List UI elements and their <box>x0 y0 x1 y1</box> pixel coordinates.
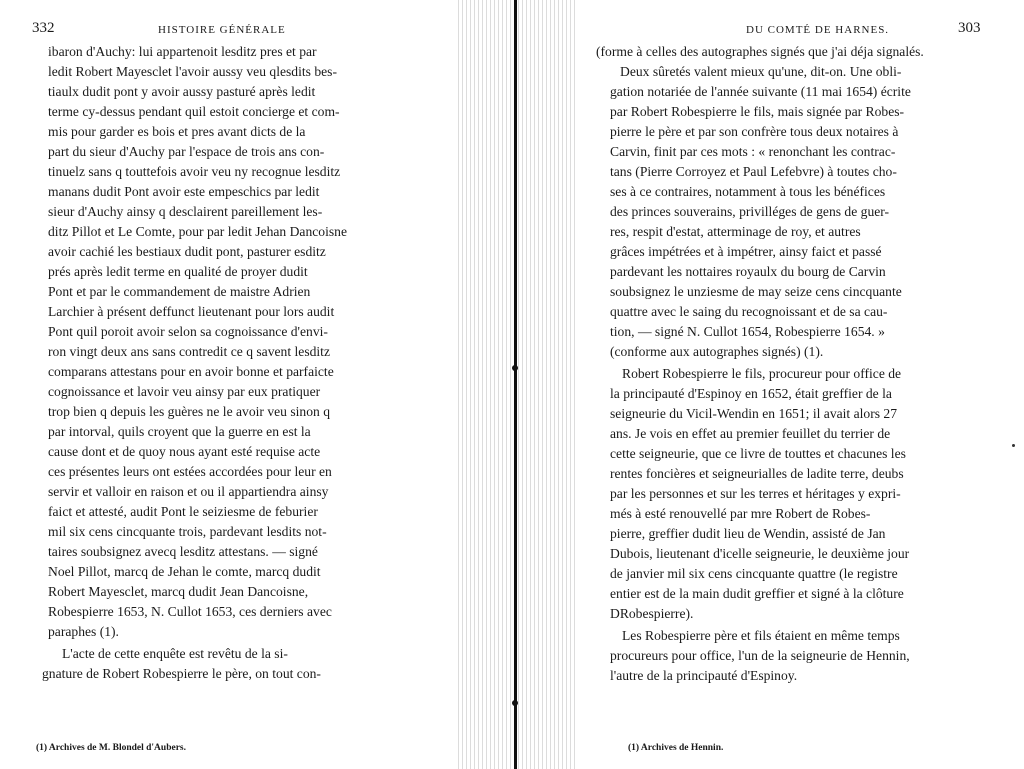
text-line: cause dont et de quoy nous ayant esté requise acte <box>48 444 321 459</box>
running-head: DU COMTÉ DE HARNES. <box>746 24 890 36</box>
text-line: tiaulx dudit pont y avoir aussy pasturé après ledit <box>48 84 316 99</box>
text-line: faict et attesté, audit Pont le seiziesme de feburier <box>48 504 318 519</box>
footnote: (1) Archives de M. Blondel d'Aubers. <box>36 743 186 753</box>
text-line: ans. Je vois en effet au premier feuillet du terrier de <box>610 426 891 441</box>
text-line: procureurs pour office, l'un de la seigneurie de Hennin, <box>610 648 910 663</box>
text-line: comparans attestans pour en avoir bonne et parfaicte <box>48 364 334 379</box>
text-line: entier est de la main dudit greffier et signé à la clôture <box>610 586 904 601</box>
text-line: servir et valloir en raison et ou il appartiendra ainsy <box>48 484 329 499</box>
text-line: DRobespierre). <box>610 606 694 621</box>
text-line: par les personnes et sur les terres et héritages y expri- <box>610 486 901 501</box>
left-page <box>0 0 470 769</box>
text-line: ledit Robert Mayesclet l'avoir aussy veu qlesdits bes- <box>48 64 337 79</box>
right-page <box>560 0 1024 769</box>
text-line: taires soubsignez avecq lesditz attestans. — signé <box>48 544 318 559</box>
text-line: grâces impétrées et à impétrer, ainsy faict et passé <box>610 244 882 259</box>
text-line: Deux sûretés valent mieux qu'une, dit-on. Une obli- <box>620 64 902 79</box>
text-line: de janvier mil six cens cincquante quattre (le registre <box>610 566 898 581</box>
text-line: prés après ledit terme en qualité de proyer dudit <box>48 264 308 279</box>
page-number: 303 <box>958 20 981 36</box>
text-line: (conforme aux autographes signés) (1). <box>610 344 824 359</box>
text-line: ron vingt deux ans sans contredit ce q savent lesditz <box>48 344 330 359</box>
text-line: mis pour garder es bois et pres avant dicts de la <box>48 124 306 139</box>
text-line: pierre le père et par son confrère tous deux notaires à <box>610 124 899 139</box>
text-line: terme cy-dessus pendant quil estoit concierge et com- <box>48 104 340 119</box>
text-line: ditz Pillot et Le Comte, pour par ledit Jehan Dancoisne <box>48 224 347 239</box>
text-line: tans (Pierre Corroyez et Paul Lefebvre) à toutes cho- <box>610 164 897 179</box>
text-line: par Robert Robespierre le fils, mais signée par Robes- <box>610 104 905 119</box>
text-line: seigneurie du Vicil-Wendin en 1651; il avait alors 27 <box>610 406 898 421</box>
text-line: (forme à celles des autographes signés que j'ai déja signalés. <box>596 44 924 59</box>
text-line: par intorval, quils croyent que la guerre en est la <box>48 424 311 439</box>
text-line: part du sieur d'Auchy par l'espace de trois ans con- <box>48 144 325 159</box>
text-line: tion, — signé N. Cullot 1654, Robespierre 1654. » <box>610 324 885 339</box>
text-line: Pont quil poroit avoir selon sa cognoissance d'envi- <box>48 324 328 339</box>
text-line: ibaron d'Auchy: lui appartenoit lesditz pres et par <box>48 44 317 59</box>
text-line: cette seigneurie, que ce livre de touttes et chacunes les <box>610 446 906 461</box>
text-line: avoir cachié les bestiaux dudit pont, pasturer esditz <box>48 244 326 259</box>
book-spine <box>514 0 517 769</box>
text-line: res, respit d'estat, atterminage de roy, et autres <box>610 224 861 239</box>
text-line: cognoissance et lavoir veu ainsy par eux pratiquer <box>48 384 321 399</box>
text-line: pierre, greffier dudit lieu de Wendin, assisté de Jan <box>610 526 886 541</box>
text-line: sieur d'Auchy ainsy q desclairent pareillement les- <box>48 204 323 219</box>
text-line: Robert Mayesclet, marcq dudit Jean Dancoisne, <box>48 584 309 599</box>
text-line: Robespierre 1653, N. Cullot 1653, ces derniers avec <box>48 604 332 619</box>
text-line: pardevant les nottaires royaulx du bourg de Carvin <box>610 264 886 279</box>
text-line: paraphes (1). <box>48 624 119 639</box>
text-line: tinuelz sans q touttefois avoir veu ny recognue lesditz <box>48 164 341 179</box>
text-line: més à esté renouvellé par mre Robert de Robes- <box>610 506 871 521</box>
text-line: trop bien q depuis les guères ne le avoir veu sinon q <box>48 404 331 419</box>
text-line: Carvin, finit par ces mots : « renonchant les contrac- <box>610 144 896 159</box>
footnote: (1) Archives de Hennin. <box>628 743 724 753</box>
spine-mark <box>512 365 518 371</box>
page-number: 332 <box>32 20 55 36</box>
text-line: Dubois, lieutenant d'icelle seigneurie, le deuxième jour <box>610 546 910 561</box>
text-line: ces présentes leurs ont estées accordées pour leur en <box>48 464 332 479</box>
text-line: l'autre de la principauté d'Espinoy. <box>610 668 798 683</box>
text-line: des princes souverains, privilléges de gens de guer- <box>610 204 890 219</box>
text-line: la principauté d'Espinoy en 1652, était greffier de la <box>610 386 892 401</box>
text-line: gation notariée de l'année suivante (11 mai 1654) écrite <box>610 84 911 99</box>
running-head: HISTOIRE GÉNÉRALE <box>158 24 286 36</box>
text-line: quattre avec le saing du recognoissant et de sa cau- <box>610 304 888 319</box>
text-line: Larchier à présent deffunct lieutenant pour lors audit <box>48 304 335 319</box>
text-line: Les Robespierre père et fils étaient en même temps <box>622 628 900 643</box>
text-line: Robert Robespierre le fils, procureur pour office de <box>622 366 902 381</box>
text-line: Noel Pillot, marcq de Jehan le comte, marcq dudit <box>48 564 321 579</box>
text-line: rentes foncières et seigneurialles de ladite terre, deubs <box>610 466 904 481</box>
text-line: gnature de Robert Robespierre le père, on tout con- <box>42 666 321 681</box>
text-line: mil six cens cincquante trois, pardevant lesdits not- <box>48 524 327 539</box>
text-line: L'acte de cette enquête est revêtu de la si- <box>62 646 288 661</box>
text-line: ses à ce contraires, notamment à tous les bénéfices <box>610 184 886 199</box>
text-line: soubsignez le unziesme de may seize cens cincquante <box>610 284 902 299</box>
spine-mark <box>512 700 518 706</box>
text-line: manans dudit Pont avoir este empeschics par ledit <box>48 184 320 199</box>
text-line: Pont et par le commandement de maistre Adrien <box>48 284 311 299</box>
